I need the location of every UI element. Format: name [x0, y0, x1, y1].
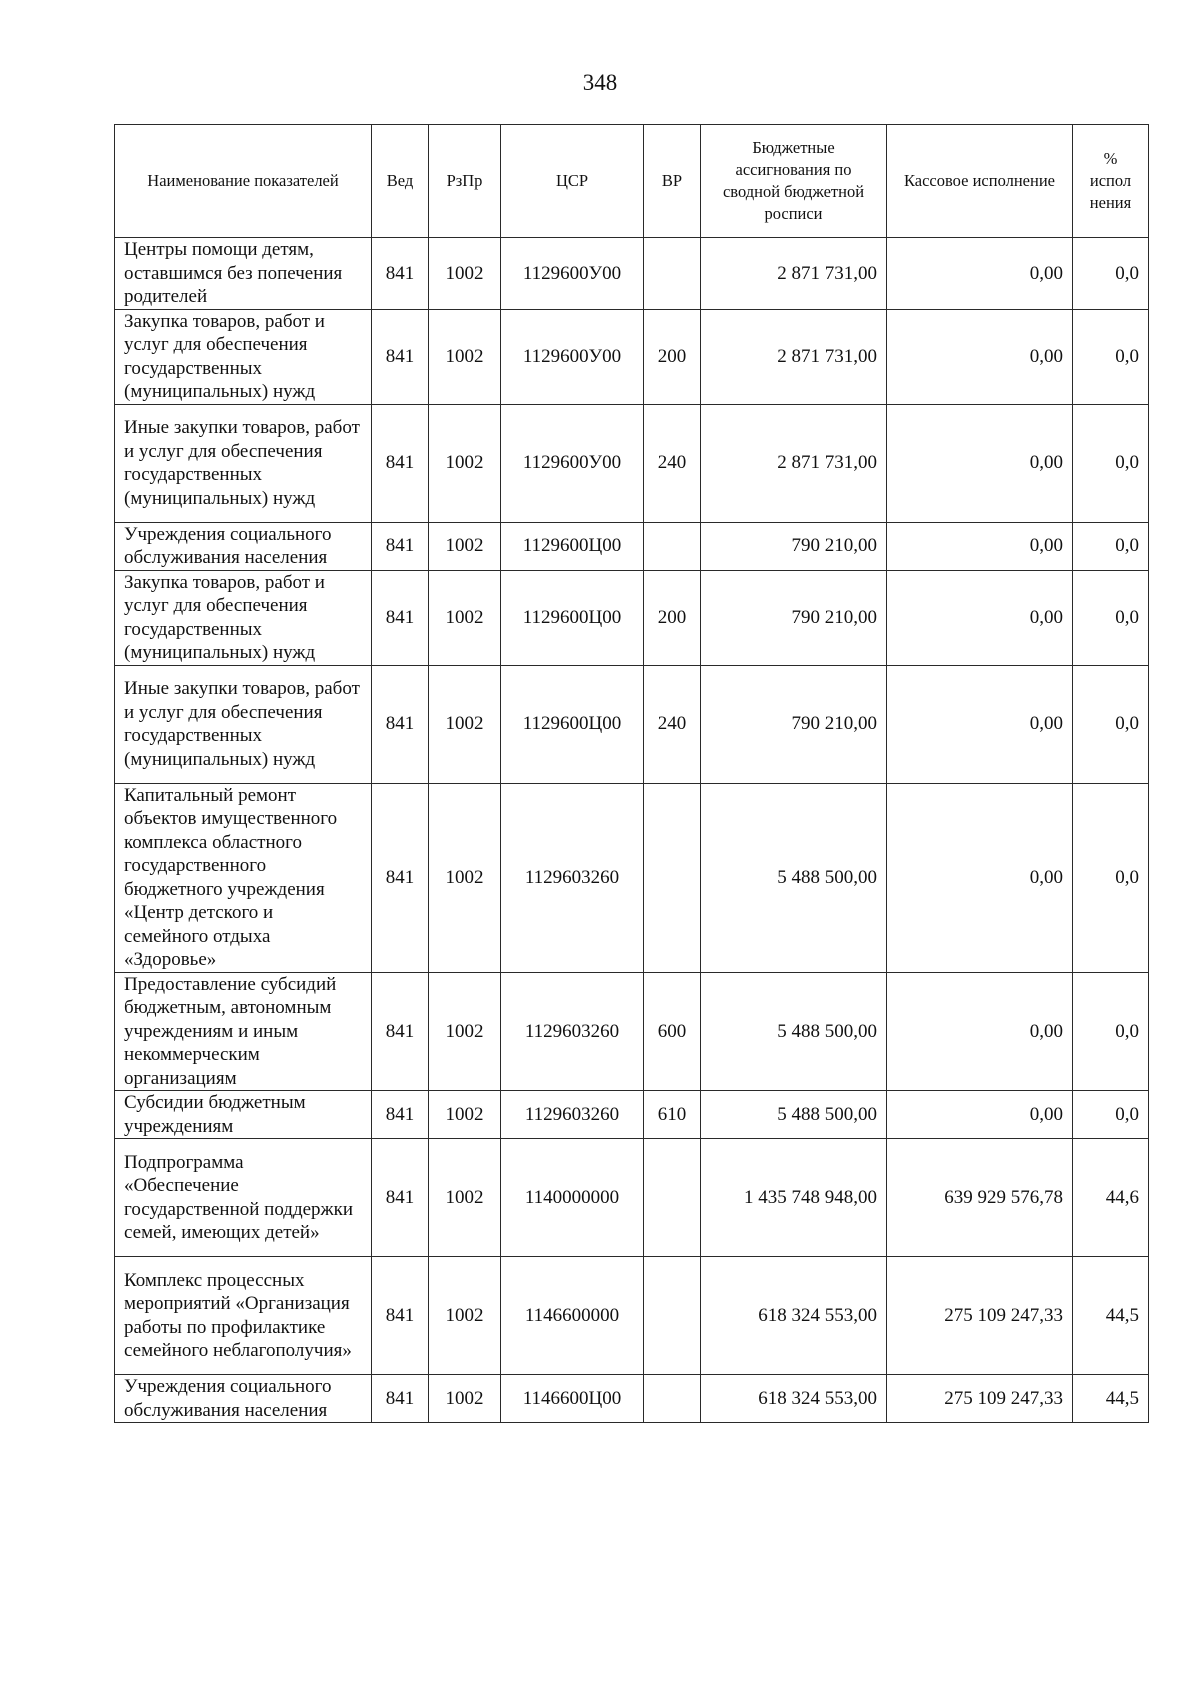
- row-name: Предоставление субсидий бюджетным, автономным учреждениям и иным некоммерческим организациям: [115, 972, 372, 1091]
- row-csr: 1129600У00: [501, 238, 644, 310]
- row-ved: 841: [372, 309, 429, 404]
- row-rzpr: 1002: [429, 1091, 501, 1139]
- row-ved: 841: [372, 783, 429, 972]
- row-budget: 2 871 731,00: [701, 238, 887, 310]
- row-csr: 1146600Ц00: [501, 1375, 644, 1423]
- table-row: [115, 1257, 1149, 1375]
- row-budget: 1 435 748 948,00: [701, 1139, 887, 1257]
- row-ved: 841: [372, 1257, 429, 1375]
- row-ved: 841: [372, 972, 429, 1091]
- row-name: Закупка товаров, работ и услуг для обеспечения государственных (муниципальных) нужд: [115, 309, 372, 404]
- row-csr: 1129600Ц00: [501, 665, 644, 783]
- row-csr: 1140000000: [501, 1139, 644, 1257]
- row-name: Подпрограмма «Обеспечение государственной поддержки семей, имеющих детей»: [115, 1139, 372, 1257]
- header-rzpr: РзПр: [429, 125, 501, 238]
- row-percent: 0,0: [1073, 522, 1149, 570]
- row-rzpr: 1002: [429, 522, 501, 570]
- row-budget: 790 210,00: [701, 570, 887, 665]
- row-rzpr: 1002: [429, 665, 501, 783]
- row-name: Иные закупки товаров, работ и услуг для обеспечения государственных (муниципальных) нужд: [115, 404, 372, 522]
- header-ved: Вед: [372, 125, 429, 238]
- row-percent: 0,0: [1073, 238, 1149, 310]
- row-vr: [644, 1257, 701, 1375]
- row-cash: 0,00: [887, 972, 1073, 1091]
- row-budget: 5 488 500,00: [701, 1091, 887, 1139]
- row-ved: 841: [372, 1375, 429, 1423]
- row-name: Учреждения социального обслуживания населения: [115, 1375, 372, 1423]
- header-vr: ВР: [644, 125, 701, 238]
- row-ved: 841: [372, 238, 429, 310]
- table-row: [115, 1375, 1149, 1423]
- row-percent: 44,5: [1073, 1257, 1149, 1375]
- row-rzpr: 1002: [429, 238, 501, 310]
- row-vr: 240: [644, 665, 701, 783]
- table-row: [115, 570, 1149, 665]
- row-rzpr: 1002: [429, 972, 501, 1091]
- row-percent: 0,0: [1073, 309, 1149, 404]
- row-ved: 841: [372, 522, 429, 570]
- row-vr: [644, 1139, 701, 1257]
- table-row: [115, 1139, 1149, 1257]
- row-rzpr: 1002: [429, 570, 501, 665]
- row-csr: 1129600У00: [501, 404, 644, 522]
- row-rzpr: 1002: [429, 1257, 501, 1375]
- row-cash: 0,00: [887, 665, 1073, 783]
- row-cash: 0,00: [887, 238, 1073, 310]
- row-name: Центры помощи детям, оставшимся без попечения родителей: [115, 238, 372, 310]
- row-name: Субсидии бюджетным учреждениям: [115, 1091, 372, 1139]
- row-cash: 275 109 247,33: [887, 1375, 1073, 1423]
- row-budget: 618 324 553,00: [701, 1375, 887, 1423]
- row-vr: [644, 522, 701, 570]
- row-budget: 790 210,00: [701, 522, 887, 570]
- row-name: Учреждения социального обслуживания населения: [115, 522, 372, 570]
- row-name: Капитальный ремонт объектов имущественного комплекса областного государственного бюджетного учреждения «Центр детского и семейного отдыха «Здоровье»: [115, 783, 372, 972]
- row-name: Иные закупки товаров, работ и услуг для обеспечения государственных (муниципальных) нужд: [115, 665, 372, 783]
- row-percent: 0,0: [1073, 404, 1149, 522]
- row-cash: 0,00: [887, 783, 1073, 972]
- row-cash: 0,00: [887, 570, 1073, 665]
- header-percent: % испол нения: [1073, 125, 1149, 238]
- row-cash: 0,00: [887, 522, 1073, 570]
- row-ved: 841: [372, 1139, 429, 1257]
- row-csr: 1129600Ц00: [501, 570, 644, 665]
- table-row: [115, 309, 1149, 404]
- row-ved: 841: [372, 404, 429, 522]
- table-row: [115, 665, 1149, 783]
- row-rzpr: 1002: [429, 783, 501, 972]
- row-percent: 0,0: [1073, 1091, 1149, 1139]
- row-cash: 639 929 576,78: [887, 1139, 1073, 1257]
- row-rzpr: 1002: [429, 1375, 501, 1423]
- row-ved: 841: [372, 1091, 429, 1139]
- row-ved: 841: [372, 665, 429, 783]
- budget-table: [114, 124, 1149, 1423]
- table-row: [115, 972, 1149, 1091]
- row-rzpr: 1002: [429, 309, 501, 404]
- row-name: Комплекс процессных мероприятий «Организация работы по профилактике семейного неблагополучия»: [115, 1257, 372, 1375]
- row-vr: 610: [644, 1091, 701, 1139]
- row-vr: [644, 783, 701, 972]
- row-csr: 1129600Ц00: [501, 522, 644, 570]
- header-budget: Бюджетные ассигнования по сводной бюджетной росписи: [701, 125, 887, 238]
- row-percent: 44,5: [1073, 1375, 1149, 1423]
- row-csr: 1129600У00: [501, 309, 644, 404]
- row-percent: 0,0: [1073, 783, 1149, 972]
- row-vr: [644, 1375, 701, 1423]
- row-csr: 1129603260: [501, 1091, 644, 1139]
- row-name: Закупка товаров, работ и услуг для обеспечения государственных (муниципальных) нужд: [115, 570, 372, 665]
- row-percent: 0,0: [1073, 665, 1149, 783]
- header-cash: Кассовое исполнение: [887, 125, 1073, 238]
- row-vr: 200: [644, 309, 701, 404]
- row-budget: 2 871 731,00: [701, 404, 887, 522]
- table-row: [115, 238, 1149, 310]
- row-ved: 841: [372, 570, 429, 665]
- row-csr: 1129603260: [501, 972, 644, 1091]
- header-name: Наименование показателей: [115, 125, 372, 238]
- table-row: [115, 783, 1149, 972]
- table-row: [115, 404, 1149, 522]
- row-budget: 2 871 731,00: [701, 309, 887, 404]
- table-header-row: [115, 125, 1149, 238]
- row-budget: 790 210,00: [701, 665, 887, 783]
- row-csr: 1129603260: [501, 783, 644, 972]
- row-vr: 600: [644, 972, 701, 1091]
- row-vr: [644, 238, 701, 310]
- row-cash: 0,00: [887, 309, 1073, 404]
- row-budget: 5 488 500,00: [701, 783, 887, 972]
- row-percent: 44,6: [1073, 1139, 1149, 1257]
- row-budget: 618 324 553,00: [701, 1257, 887, 1375]
- row-rzpr: 1002: [429, 1139, 501, 1257]
- row-percent: 0,0: [1073, 570, 1149, 665]
- row-budget: 5 488 500,00: [701, 972, 887, 1091]
- row-rzpr: 1002: [429, 404, 501, 522]
- row-csr: 1146600000: [501, 1257, 644, 1375]
- row-vr: 240: [644, 404, 701, 522]
- page-number: 348: [582, 70, 618, 95]
- row-percent: 0,0: [1073, 972, 1149, 1091]
- table-row: [115, 522, 1149, 570]
- table-row: [115, 1091, 1149, 1139]
- row-cash: 0,00: [887, 1091, 1073, 1139]
- row-cash: 275 109 247,33: [887, 1257, 1073, 1375]
- header-csr: ЦСР: [501, 125, 644, 238]
- row-cash: 0,00: [887, 404, 1073, 522]
- row-vr: 200: [644, 570, 701, 665]
